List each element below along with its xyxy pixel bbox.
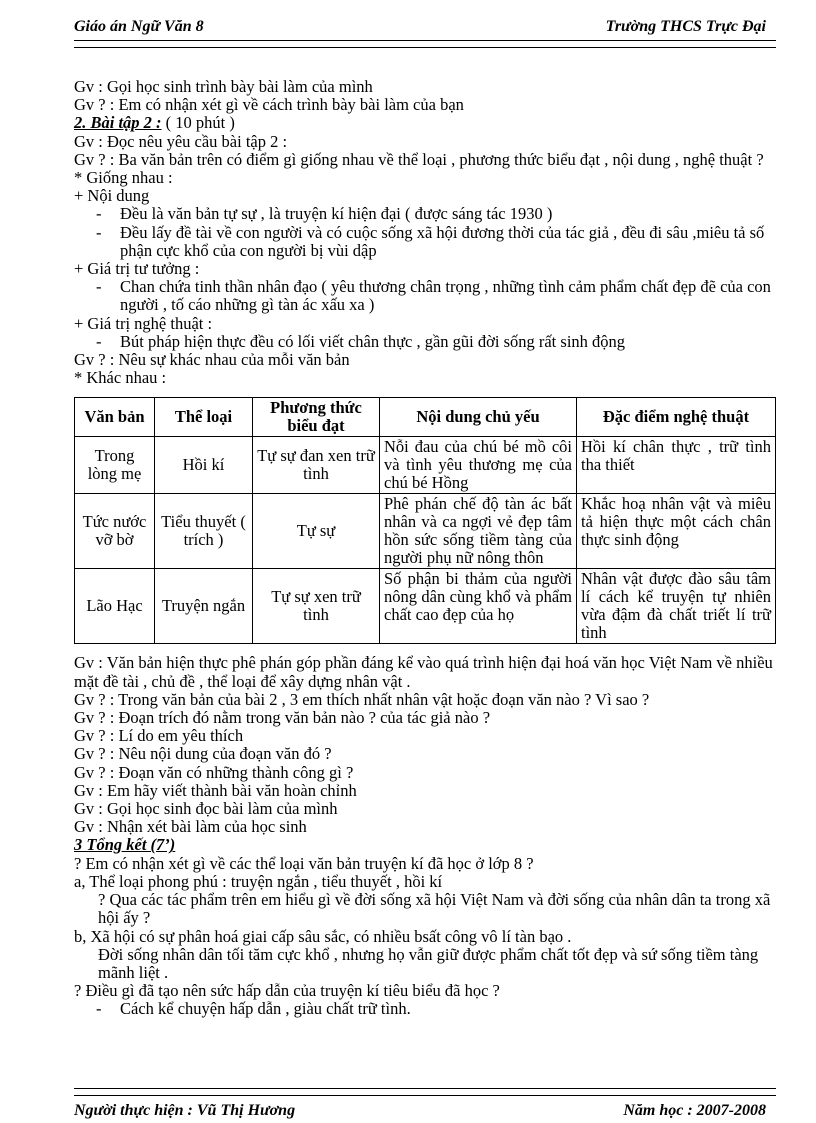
table-cell: Tự sự bbox=[253, 494, 380, 569]
text-line: Gv ? : Lí do em yêu thích bbox=[74, 726, 244, 746]
table-cell: Nhân vật được đào sâu tâm lí cách kể truyện tự nhiên vừa đậm đà chất triết lí trữ tình bbox=[577, 569, 776, 644]
text-line: Gv ? : Nêu sự khác nhau của mỗi văn bản bbox=[74, 350, 350, 370]
text-line: * Khác nhau : bbox=[74, 368, 167, 388]
text-line: Gv : Văn bản hiện thực phê phán góp phần đáng kể vào quá trình hiện đại hoá văn học Việt Nam về nhiều mặt đề tài , chủ đề , thể loại để xây dựng nhân vật . bbox=[74, 653, 773, 691]
section-3-heading-line bbox=[74, 836, 780, 854]
text-line: Gv ? : Em có nhận xét gì về cách trình bày bài làm của bạn bbox=[74, 95, 464, 115]
table-cell: Tự sự đan xen trữ tình bbox=[253, 437, 380, 494]
header-left: Giáo án Ngữ Văn 8 bbox=[74, 18, 204, 35]
text-line: + Nội dung bbox=[74, 186, 150, 206]
text-line: Gv : Nhận xét bài làm của học sinh bbox=[74, 817, 307, 837]
column-header: Phương thức biểu đạt bbox=[253, 398, 380, 437]
table-cell: Số phận bi thảm của người nông dân cùng khổ và phẩm chất cao đẹp của họ bbox=[380, 569, 577, 644]
exercise-2-time: ( 10 phút ) bbox=[161, 113, 235, 133]
summary-answer: b, Xã hội có sự phân hoá giai cấp sâu sắc, có nhiều bsất công vô lí tàn bạo . bbox=[74, 926, 572, 946]
exercise-2-heading: 2. Bài tập 2 : bbox=[74, 113, 162, 133]
table-cell: Lão Hạc bbox=[75, 569, 155, 644]
column-header: Thể loại bbox=[155, 398, 253, 437]
text-line: Gv : Đọc nêu yêu cầu bài tập 2 : bbox=[74, 131, 288, 151]
text-line: Gv : Gọi học sinh trình bày bài làm của mình bbox=[74, 77, 373, 96]
value-heading: + Giá trị tư tưởng : bbox=[74, 259, 200, 279]
table-cell: Tức nước vỡ bờ bbox=[75, 494, 155, 569]
text-line: Gv ? : Nêu nội dung của đoạn văn đó ? bbox=[74, 744, 332, 764]
table-row bbox=[75, 437, 776, 494]
table-cell: Khắc hoạ nhân vật và miêu tả hiện thực một cách chân thực sinh động bbox=[577, 494, 776, 569]
list-item: - Chan chứa tinh thần nhân đạo ( yêu thương chân trọng , những tình cảm phẩm chất đẹp đẽ của con người , tố cáo những gì tàn ác xấu xa ) bbox=[74, 278, 780, 314]
footer-rule bbox=[74, 1088, 776, 1096]
text-line: * Giống nhau : bbox=[74, 168, 173, 188]
column-header: Đặc điểm nghệ thuật bbox=[577, 398, 776, 437]
table-row bbox=[75, 569, 776, 644]
table-cell: Truyện ngắn bbox=[155, 569, 253, 644]
summary-paragraph: Đời sống nhân dân tối tăm cực khổ , nhưng họ vẫn giữ được phẩm chất tốt đẹp và sứ sống tiềm tàng mãnh liệt . bbox=[98, 944, 759, 982]
list-item: - Đều lấy đề tài về con người và có cuộc sống xã hội đương thời của tác giả , đều đi sâu ,miêu tả số phận cực khổ của con người bị vùi dập bbox=[74, 224, 780, 260]
table-cell: Tiểu thuyết ( trích ) bbox=[155, 494, 253, 569]
summary-question: ? Qua các tác phẩm trên em hiểu gì về đời sống xã hội Việt Nam và đời sống của nhân dân ta trong xã hội ấy ? bbox=[98, 890, 771, 928]
text-line: Gv ? : Trong văn bản của bài 2 , 3 em thích nhất nhân vật hoặc đoạn văn nào ? Vì sao ? bbox=[74, 689, 650, 709]
summary-question: ? Điều gì đã tạo nên sức hấp dẫn của truyện kí tiêu biểu đã học ? bbox=[74, 981, 500, 1001]
text-line: Gv : Gọi học sinh đọc bài làm của mình bbox=[74, 799, 338, 819]
footer-left: Người thực hiện : Vũ Thị Hương bbox=[74, 1102, 296, 1119]
header-right: Trường THCS Trực Đại bbox=[605, 18, 766, 35]
section-3-heading: 3 Tổng kết (7’) bbox=[74, 835, 176, 855]
text-line: Gv : Em hãy viết thành bài văn hoàn chỉnh bbox=[74, 780, 357, 800]
table-cell: Hồi kí chân thực , trữ tình tha thiết bbox=[577, 437, 776, 494]
table-cell: Tự sự xen trữ tình bbox=[253, 569, 380, 644]
summary-question: ? Em có nhận xét gì về các thể loại văn bản truyện kí đã học ở lớp 8 ? bbox=[74, 853, 534, 873]
table-cell: Hồi kí bbox=[155, 437, 253, 494]
column-header: Văn bản bbox=[75, 398, 155, 437]
header-rule bbox=[74, 40, 776, 48]
table-cell: Phê phán chế độ tàn ác bất nhân và ca ngợi vẻ đẹp tâm hồn sức sống tiềm tàng của người phụ nữ nông thôn bbox=[380, 494, 577, 569]
list-item: - Đều là văn bản tự sự , là truyện kí hiện đại ( được sáng tác 1930 ) bbox=[74, 205, 780, 223]
exercise-2-heading-line bbox=[74, 114, 780, 132]
text-line: Gv ? : Ba văn bản trên có điểm gì giống nhau về thể loại , phương thức biểu đạt , nội dung , nghệ thuật ? bbox=[74, 149, 764, 169]
text-line: Gv ? : Đoạn văn có những thành công gì ? bbox=[74, 762, 354, 782]
document-body bbox=[74, 78, 780, 1019]
summary-answer: a, Thể loại phong phú : truyện ngắn , tiểu thuyết , hồi kí bbox=[74, 871, 443, 891]
list-item: - Bút pháp hiện thực đều có lối viết chân thực , gần gũi đời sống rất sinh động bbox=[74, 333, 780, 351]
table-cell: Trong lòng mẹ bbox=[75, 437, 155, 494]
column-header: Nội dung chủ yếu bbox=[380, 398, 577, 437]
list-item: - Cách kể chuyện hấp dẫn , giàu chất trữ tình. bbox=[74, 1000, 780, 1018]
table-header-row bbox=[75, 398, 776, 437]
art-heading: + Giá trị nghệ thuật : bbox=[74, 313, 213, 333]
footer-right: Năm học : 2007-2008 bbox=[623, 1102, 766, 1119]
text-line: Gv ? : Đoạn trích đó nằm trong văn bản nào ? của tác giả nào ? bbox=[74, 708, 491, 728]
table-cell: Nỗi đau của chú bé mồ côi và tình yêu thương mẹ của chú bé Hồng bbox=[380, 437, 577, 494]
table-row bbox=[75, 494, 776, 569]
comparison-table bbox=[74, 397, 776, 644]
